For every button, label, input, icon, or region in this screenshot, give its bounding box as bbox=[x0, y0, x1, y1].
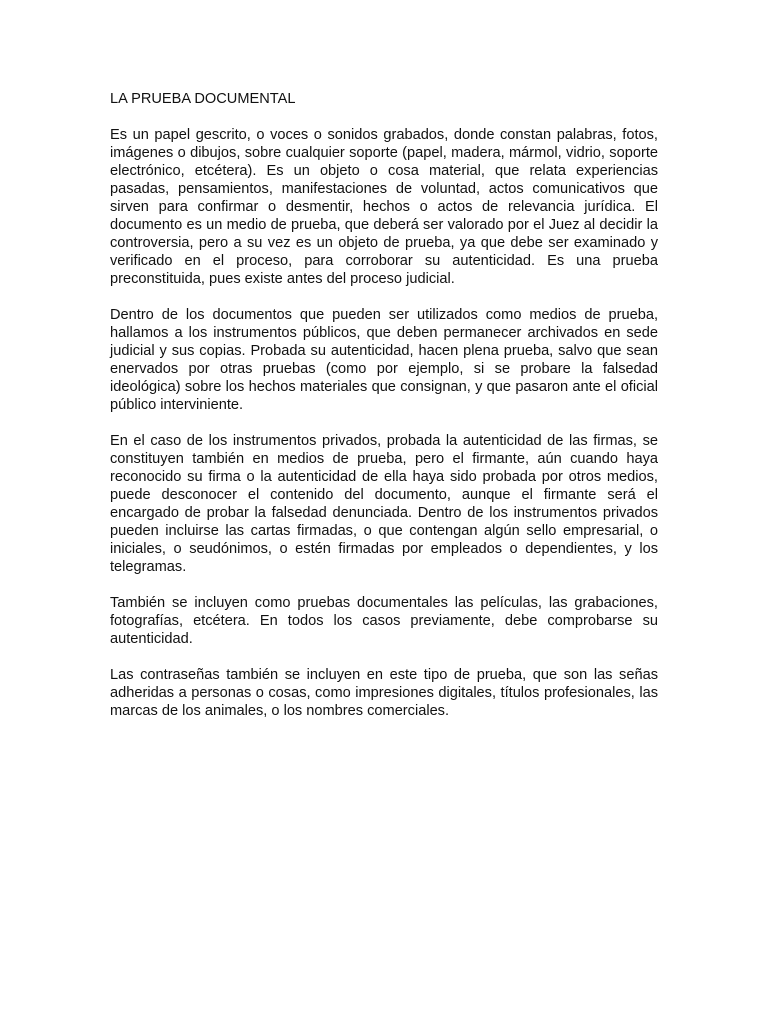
paragraph-contrasenas: Las contraseñas también se incluyen en este tipo de prueba, que son las señas adheridas a personas o cosas, como impresiones digitales, títulos profesionales, las marcas de los animales, o los nombres comerciales. bbox=[110, 667, 658, 719]
document-title: LA PRUEBA DOCUMENTAL bbox=[110, 91, 296, 107]
paragraph-films-recordings: También se incluyen como pruebas documentales las películas, las grabaciones, fotografías, etcétera. En todos los casos previamente, debe comprobarse su autenticidad. bbox=[110, 595, 658, 647]
paragraph-private-instruments: En el caso de los instrumentos privados, probada la autenticidad de las firmas, se constituyen también en medios de prueba, pero el firmante, aún cuando haya reconocido su firma o la autenticidad de ella haya sido probada por otros medios, puede desconocer el contenido del documento, aunque el firmante será el encargado de probar la falsedad denunciada. Dentro de los instrumentos privados pueden incluirse las cartas firmadas, o que contengan algún sello empresarial, o iniciales, o seudónimos, o estén firmadas por empleados o dependientes, y los telegramas. bbox=[110, 433, 658, 575]
paragraph-public-instruments: Dentro de los documentos que pueden ser utilizados como medios de prueba, hallamos a los instrumentos públicos, que deben permanecer archivados en sede judicial y sus copias. Probada su autenticidad, hacen plena prueba, salvo que sean enervados por otras pruebas (como por ejemplo, si se probare la falsedad ideológica) sobre los hechos materiales que consignan, y que pasaron ante el oficial público interviniente. bbox=[110, 307, 658, 413]
paragraph-definition: Es un papel gescrito, o voces o sonidos grabados, donde constan palabras, fotos, imágenes o dibujos, sobre cualquier soporte (papel, madera, mármol, vidrio, soporte electrónico, etcétera). Es un objeto o cosa material, que relata experiencias pasadas, pensamientos, manifestaciones de voluntad, actos comunicativos que sirven para confirmar o desmentir, hechos o actos de relevancia jurídica. El documento es un medio de prueba, que deberá ser valorado por el Juez al decidir la controversia, pero a su vez es un objeto de prueba, ya que debe ser examinado y verificado en el proceso, para corroborar su autenticidad. Es una prueba preconstituida, pues existe antes del proceso judicial. bbox=[110, 127, 658, 287]
document-body bbox=[110, 90, 658, 738]
